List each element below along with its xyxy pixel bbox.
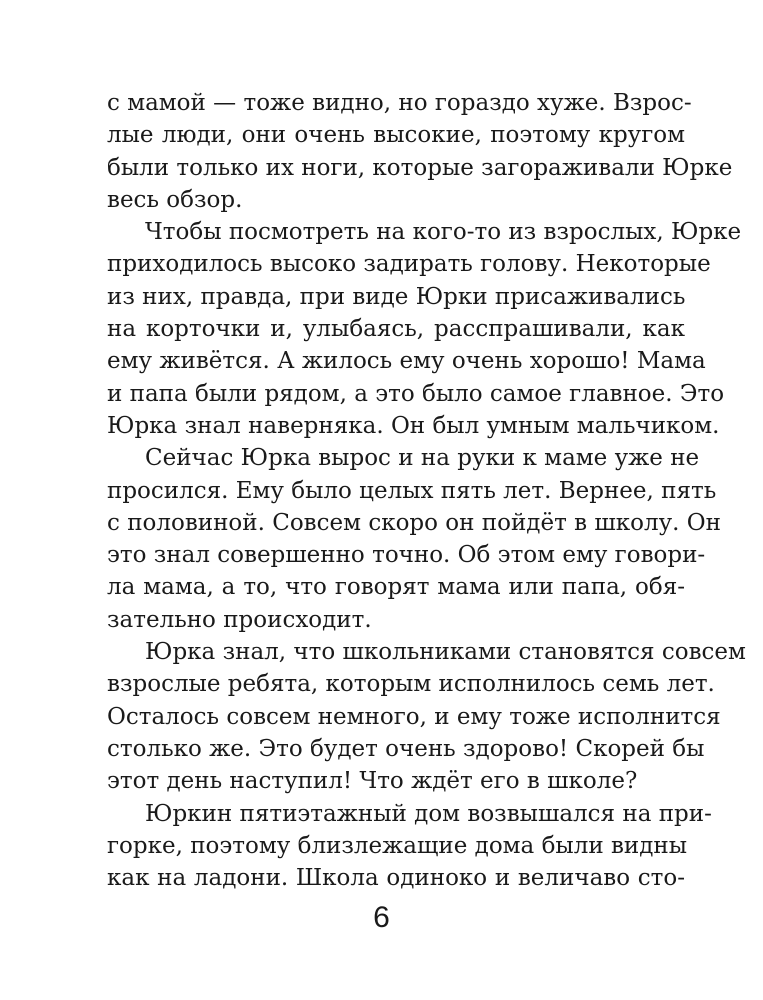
text-line: столько же. Это будет очень здорово! Скорей бы (107, 735, 705, 762)
text-line: Чтобы посмотреть на кого-то из взрослых, Юрке (145, 219, 742, 246)
body-text (107, 87, 746, 894)
text-line: были только их ноги, которые загораживали Юрке (107, 154, 733, 181)
text-line: с мамой — тоже видно, но гораздо хуже. Взрос- (107, 90, 692, 116)
text-line: ему живётся. А жилось ему очень хорошо! Мама (107, 348, 706, 375)
text-line: с половиной. Совсем скоро он пойдёт в школу. Он (107, 509, 721, 536)
paragraph-3 (107, 442, 721, 636)
text-line: как на ладони. Школа одиноко и величаво сто- (107, 865, 685, 892)
text-line: зательно происходит. (107, 606, 372, 633)
text-line: и папа были рядом, а это было самое главное. Это (107, 380, 725, 407)
text-line: Юркин пятиэтажный дом возвышался на при- (145, 800, 712, 827)
text-line: горке, поэтому близлежащие дома были видны (107, 832, 688, 859)
text-line: Сейчас Юрка вырос и на руки к маме уже не (145, 445, 700, 472)
paragraph-5 (107, 798, 712, 895)
text-line: весь обзор. (107, 186, 243, 213)
text-line: лые люди, они очень высокие, поэтому кругом (107, 122, 685, 149)
paragraph-2 (107, 216, 742, 442)
text-line: взрослые ребята, которым исполнилось семь лет. (107, 671, 715, 698)
text-line: на корточки и, улыбаясь, расспрашивали, как (107, 316, 685, 343)
text-line: ла мама, а то, что говорят мама или папа, обя- (107, 574, 685, 601)
text-line: Осталось совсем немного, и ему тоже исполнится (107, 703, 721, 730)
text-line: Юрка знал наверняка. Он был умным мальчиком. (107, 412, 720, 439)
page-number: 6 (373, 901, 390, 934)
paragraph-4 (107, 636, 746, 797)
text-line: просился. Ему было целых пять лет. Вернее, пять (107, 477, 717, 504)
text-line: это знал совершенно точно. Об этом ему говори- (107, 542, 706, 569)
text-line: приходилось высоко задирать голову. Некоторые (107, 251, 711, 278)
text-line: этот день наступил! Что ждёт его в школе? (107, 768, 638, 795)
text-line: из них, правда, при виде Юрки присаживались (107, 283, 686, 310)
paragraph-1 (107, 87, 733, 216)
text-line: Юрка знал, что школьниками становятся совсем (145, 639, 746, 666)
